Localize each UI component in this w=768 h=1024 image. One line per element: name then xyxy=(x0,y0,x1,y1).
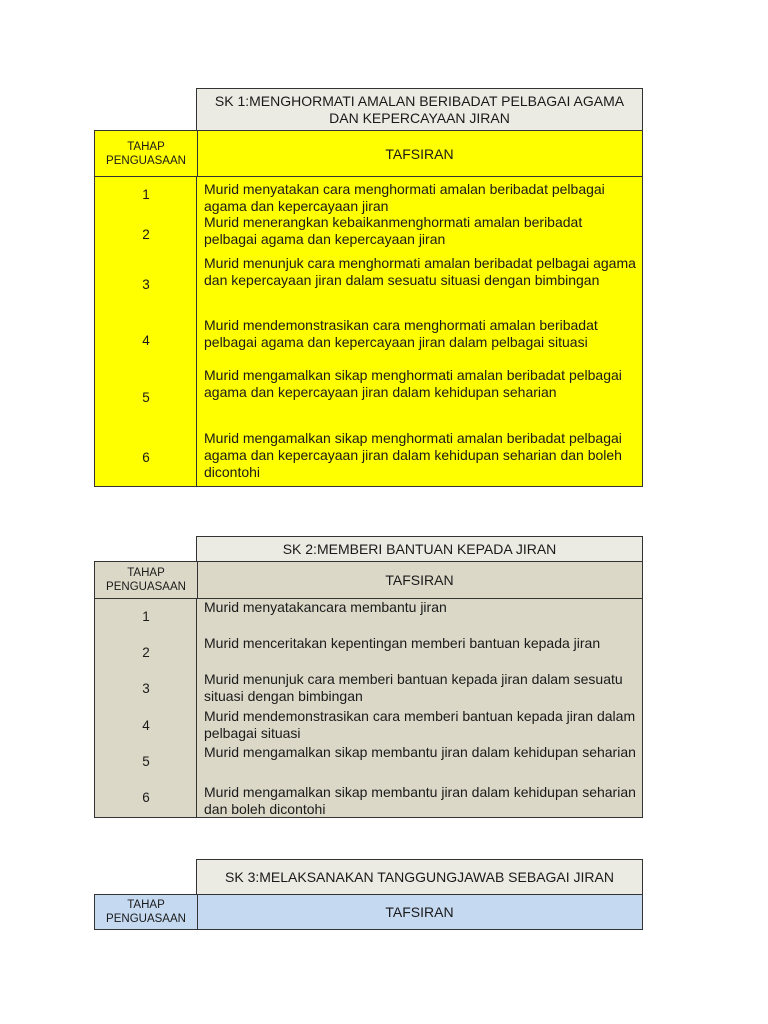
sk1-header-level-line1: TAHAP xyxy=(127,140,165,153)
description-text: Murid menyatakan cara menghormati amalan beribadat pelbagai agama dan kepercayaan jiran xyxy=(204,181,605,214)
level-number: 5 xyxy=(142,754,150,769)
level-number: 4 xyxy=(142,718,150,733)
level-number: 6 xyxy=(142,790,150,805)
level-number: 4 xyxy=(142,333,150,348)
sk3-header-tafsiran: TAFSIRAN xyxy=(385,904,454,920)
sk2-column-divider xyxy=(196,599,197,817)
level-number: 2 xyxy=(142,645,150,660)
sk2-header-row xyxy=(94,561,643,599)
sk1-column-divider xyxy=(196,177,197,486)
level-number: 3 xyxy=(142,681,150,696)
sk2-body xyxy=(94,599,643,818)
description-text: Murid menerangkan kebaikanmenghormati amalan beribadat pelbagai agama dan kepercayaan jiran xyxy=(204,214,583,247)
level-number: 1 xyxy=(142,187,150,202)
sk2-header-tafsiran: TAFSIRAN xyxy=(385,572,454,588)
sk2-header-level-line1: TAHAP xyxy=(127,567,165,579)
sk3-title xyxy=(196,859,643,895)
sk1-body xyxy=(94,177,643,487)
sk1-header-level-line2: PENGUASAAN xyxy=(106,154,186,167)
level-number: 1 xyxy=(142,609,150,624)
description-text: Murid menunjuk cara memberi bantuan kepada jiran dalam sesuatu situasi dengan bimbingan xyxy=(204,671,623,704)
description-text: Murid mengamalkan sikap menghormati amalan beribadat pelbagai agama dan kepercayaan jiran dalam kehidupan seharian dan boleh dicontohi xyxy=(204,430,622,480)
description-text: Murid mendemonstrasikan cara menghormati amalan beribadat pelbagai agama dan kepercayaan jiran dalam pelbagai situasi xyxy=(204,317,598,350)
description-text: Murid mengamalkan sikap membantu jiran dalam kehidupan seharian dan boleh dicontohi xyxy=(204,784,636,817)
sk1-title xyxy=(196,88,643,131)
level-number: 3 xyxy=(142,277,150,292)
sk3-header-level-line2: PENGUASAAN xyxy=(106,913,186,925)
sk1-header-level xyxy=(95,131,198,176)
level-number: 5 xyxy=(142,390,150,405)
sk2-header-level xyxy=(95,562,198,598)
level-number: 2 xyxy=(142,227,150,242)
sk3-header-row xyxy=(94,894,643,930)
description-text: Murid mengamalkan sikap menghormati amalan beribadat pelbagai agama dan kepercayaan jiran dalam kehidupan seharian xyxy=(204,367,622,400)
sk1-title-text: SK 1:MENGHORMATI AMALAN BERIBADAT PELBAGAI AGAMA DAN KEPERCAYAAN JIRAN xyxy=(214,92,625,126)
sk1-header-tafsiran: TAFSIRAN xyxy=(385,145,454,162)
sk3-title-text: SK 3:MELAKSANAKAN TANGGUNGJAWAB SEBAGAI JIRAN xyxy=(225,868,614,885)
level-number: 6 xyxy=(142,450,150,465)
sk2-title xyxy=(196,536,643,562)
sk2-header-level-line2: PENGUASAAN xyxy=(106,581,186,593)
description-text: Murid mendemonstrasikan cara memberi bantuan kepada jiran dalam pelbagai situasi xyxy=(204,708,636,741)
sk3-header-level-line1: TAHAP xyxy=(127,899,165,911)
description-text: Murid mengamalkan sikap membantu jiran dalam kehidupan seharian xyxy=(204,744,636,760)
description-text: Murid menceritakan kepentingan memberi bantuan kepada jiran xyxy=(204,635,601,651)
sk2-title-text: SK 2:MEMBERI BANTUAN KEPADA JIRAN xyxy=(282,540,557,557)
description-text: Murid menunjuk cara menghormati amalan beribadat pelbagai agama dan kepercayaan jiran dalam sesuatu situasi dengan bimbingan xyxy=(204,255,636,288)
sk1-header-row xyxy=(94,130,643,177)
description-text: Murid menyatakancara membantu jiran xyxy=(204,599,447,615)
sk3-header-level xyxy=(95,895,198,929)
